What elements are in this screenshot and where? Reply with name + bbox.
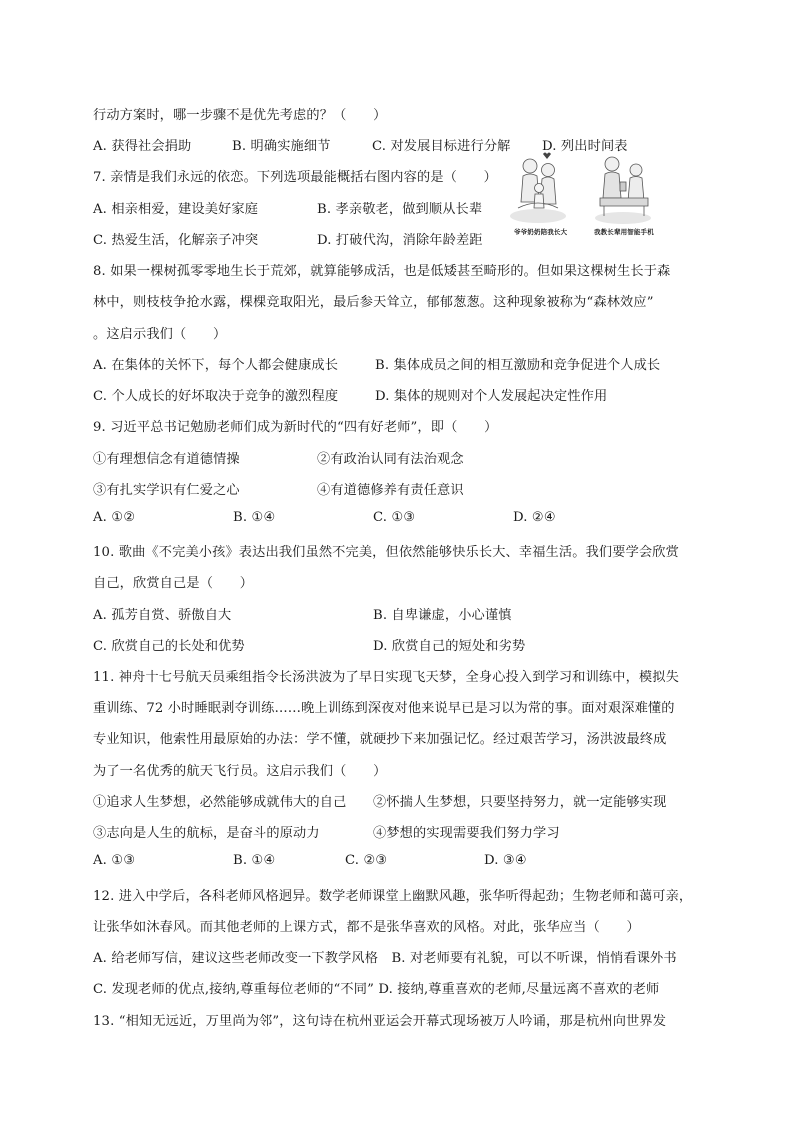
q12-options-cd: C. 发现老师的优点,接纳,尊重每位老师的“不同” D. 接纳,尊重喜欢的老师,尽量远离不喜欢的老师 — [93, 982, 660, 997]
q7-stem: 7. 亲情是我们永远的依恋。下列选项最能概括右图内容的是（ ） — [93, 170, 498, 185]
q6-option-d: D. 列出时间表 — [542, 139, 628, 154]
q11-item-2: ②怀揣人生梦想，只要坚持努力，就一定能够实现 — [373, 795, 667, 810]
q9-stem: 9. 习近平总书记勉励老师们成为新时代的“四有好老师”，即（ ） — [93, 420, 498, 435]
q11-option-d: D. ③④ — [484, 853, 527, 868]
q11-item-1: ①追求人生梦想，必然能够成就伟大的自己 — [93, 795, 347, 810]
q9-option-d: D. ②④ — [513, 510, 556, 525]
q13-stem-line-1: 13. “相知无远近，万里尚为邻”，这句诗在杭州亚运会开幕式现场被万人吟诵，那是杭州向世界发 — [93, 1014, 667, 1029]
q9-option-a: A. ①② — [93, 510, 136, 525]
q9-item-2: ②有政治认同有法治观念 — [317, 452, 464, 467]
q10-option-b: B. 自卑谦虚，小心谨慎 — [373, 608, 512, 623]
q6-option-a: A. 获得社会捐助 — [93, 139, 192, 154]
heart-icon — [543, 153, 551, 160]
q12-stem-line-2: 让张华如沐春风。而其他老师的上课方式，都不是张华喜欢的风格。对此，张华应当（ ） — [93, 920, 640, 935]
q8-stem-line-2: 林中，则枝枝争抢水露，棵棵竞取阳光，最后参天耸立，郁郁葱葱。这种现象被称为“森林效应” — [93, 295, 654, 310]
q10-option-c: C. 欣赏自己的长处和优势 — [93, 639, 245, 654]
figure-caption-left: 爷爷奶奶陪我长大 — [514, 228, 568, 236]
q10-option-d: D. 欣赏自己的短处和劣势 — [373, 639, 526, 654]
q11-stem-line-2: 重训练、72 小时睡眠剥夺训练……晚上训练到深夜对他来说早已是习以为常的事。面对艰深难懂的 — [93, 701, 675, 716]
q9-item-4: ④有道德修养有责任意识 — [317, 483, 464, 498]
q9-option-c: C. ①③ — [373, 510, 416, 525]
q8-option-c: C. 个人成长的好坏取决于竞争的激烈程度 — [93, 389, 339, 404]
q11-item-4: ④梦想的实现需要我们努力学习 — [373, 826, 560, 841]
q6-stem-continuation: 行动方案时，哪一步骤不是优先考虑的？（ ） — [93, 108, 387, 123]
q11-option-c: C. ②③ — [345, 853, 388, 868]
family-drawing — [508, 146, 656, 226]
q11-stem-line-3: 专业知识，他索性用最原始的办法：学不懂，就硬抄下来加强记忆。经过艰苦学习，汤洪波最终成 — [93, 732, 667, 747]
q8-option-b: B. 集体成员之间的相互激励和竞争促进个人成长 — [375, 358, 661, 373]
q11-stem-line-4: 为了一名优秀的航天飞行员。这启示我们（ ） — [93, 764, 387, 779]
q6-option-c: C. 对发展目标进行分解 — [372, 139, 511, 154]
q7-option-a: A. 相亲相爱，建设美好家庭 — [93, 202, 259, 217]
q7-option-c: C. 热爱生活，化解亲子冲突 — [93, 233, 259, 248]
q10-stem-line-1: 10. 歌曲《不完美小孩》表达出我们虽然不完美，但依然能够快乐长大、幸福生活。我们要学会欣赏 — [93, 545, 679, 560]
q11-stem-line-1: 11. 神舟十七号航天员乘组指令长汤洪波为了早日实现飞天梦，全身心投入到学习和训练中，模拟失 — [93, 670, 679, 685]
q12-options-ab: A. 给老师写信，建议这些老师改变一下教学风格 B. 对老师要有礼貌，可以不听课，悄悄看课外书 — [93, 951, 677, 966]
q8-option-a: A. 在集体的关怀下，每个人都会健康成长 — [93, 358, 339, 373]
q7-option-d: D. 打破代沟，消除年龄差距 — [317, 233, 483, 248]
q11-option-a: A. ①③ — [93, 853, 136, 868]
q7-family-illustration — [508, 146, 656, 238]
q9-option-b: B. ①④ — [233, 510, 276, 525]
q11-option-b: B. ①④ — [233, 853, 276, 868]
q10-option-a: A. 孤芳自赏、骄傲自大 — [93, 608, 232, 623]
q10-stem-line-2: 自己，欣赏自己是（ ） — [93, 576, 254, 591]
figure-caption-right: 我教长辈用智能手机 — [594, 228, 654, 236]
q8-stem-line-1: 8. 如果一棵树孤零零地生长于荒郊，就算能够成活，也是低矮甚至畸形的。但如果这棵树生长于森 — [93, 264, 671, 279]
q8-option-d: D. 集体的规则对个人发展起决定性作用 — [375, 389, 608, 404]
q8-stem-line-3: 。这启示我们（ ） — [93, 327, 227, 342]
q12-stem-line-1: 12. 进入中学后，各科老师风格迥异。数学老师课堂上幽默风趣，张华听得起劲；生物老师和蔼可亲， — [93, 889, 693, 904]
q11-item-3: ③志向是人生的航标，是奋斗的原动力 — [93, 826, 320, 841]
q9-item-1: ①有理想信念有道德情操 — [93, 452, 240, 467]
q7-option-b: B. 孝亲敬老，做到顺从长辈 — [317, 202, 483, 217]
q6-option-b: B. 明确实施细节 — [232, 139, 331, 154]
q9-item-3: ③有扎实学识有仁爱之心 — [93, 483, 240, 498]
